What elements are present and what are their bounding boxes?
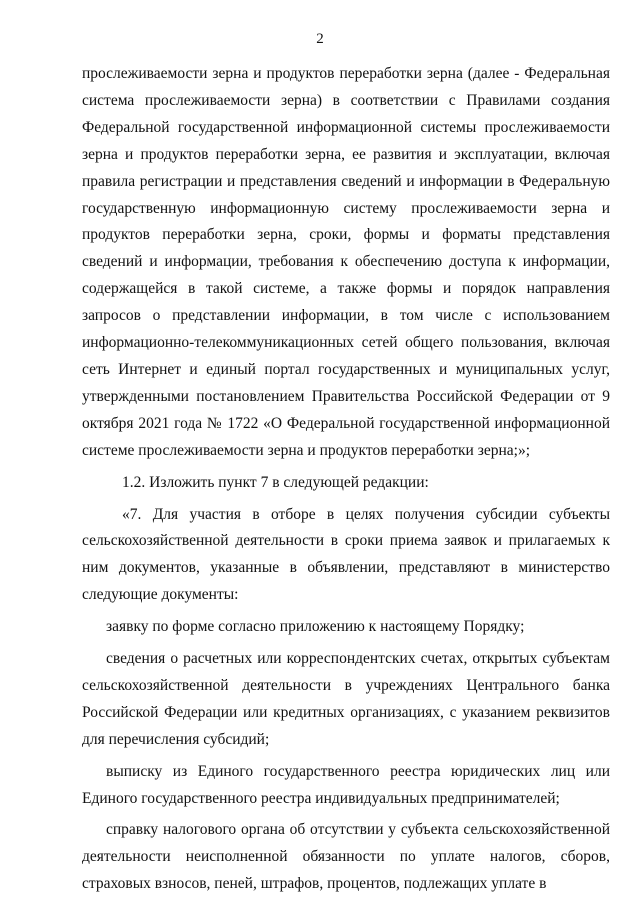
page-number: 2 (316, 31, 324, 47)
paragraph-list-item: заявку по форме согласно приложению к настоящему Порядку; (106, 618, 525, 636)
paragraph-clause-7: «7. Для участия в отборе в целях получения субсидии субъекты сельскохозяйственной деятельности в сроки приема заявок и прилагаемых к ним документов, указанные в объявлении, представляют в министерство следующие документы: (82, 505, 610, 604)
paragraph-list-item: выписку из Единого государственного реестра юридических лиц или Единого государственного реестра индивидуальных предпринимателей; (82, 762, 610, 807)
paragraph-list-item: сведения о расчетных или корреспондентских счетах, открытых субъектам сельскохозяйственной деятельности в учреждениях Центрального банка Российской Федерации или кредитных организациях, с указанием реквизитов для перечисления субсидий; (82, 650, 610, 748)
paragraph-clause-1-2: 1.2. Изложить пункт 7 в следующей редакции: (122, 473, 429, 491)
paragraph-continuation: прослеживаемости зерна и продуктов переработки зерна (далее - Федеральная система прослеживаемости зерна) в соответствии с Правилами создания Федеральной государственной информационной системы прослеживаемости зерна и продуктов переработки зерна, ее развития и эксплуатации, включая правила регистрации и представления сведений и информации в Федеральную государственную информационную систему прослеживаемости зерна и продуктов переработки зерна, сроки, формы и форматы представления сведений и информации, требования к обеспечению доступа к информации, содержащейся в такой системе, а также формы и порядок направления запросов о представлении информации, в том числе с использованием информационно-телекоммуникационных сетей общего пользования, включая сеть Интернет и единый портал государственных и муниципальных услуг, утвержденными постановлением Правительства Российской Федерации от 9 октября 2021 года № 1722 «О Федеральной государственной информационной системе прослеживаемости зерна и продуктов переработки зерна;»; (82, 65, 610, 459)
paragraph-list-item: справку налогового органа об отсутствии у субъекта сельскохозяйственной деятельности неисполненной обязанности по уплате налогов, сборов, страховых взносов, пеней, штрафов, процентов, подлежащих уплате в (82, 821, 610, 893)
document-body (82, 61, 610, 898)
